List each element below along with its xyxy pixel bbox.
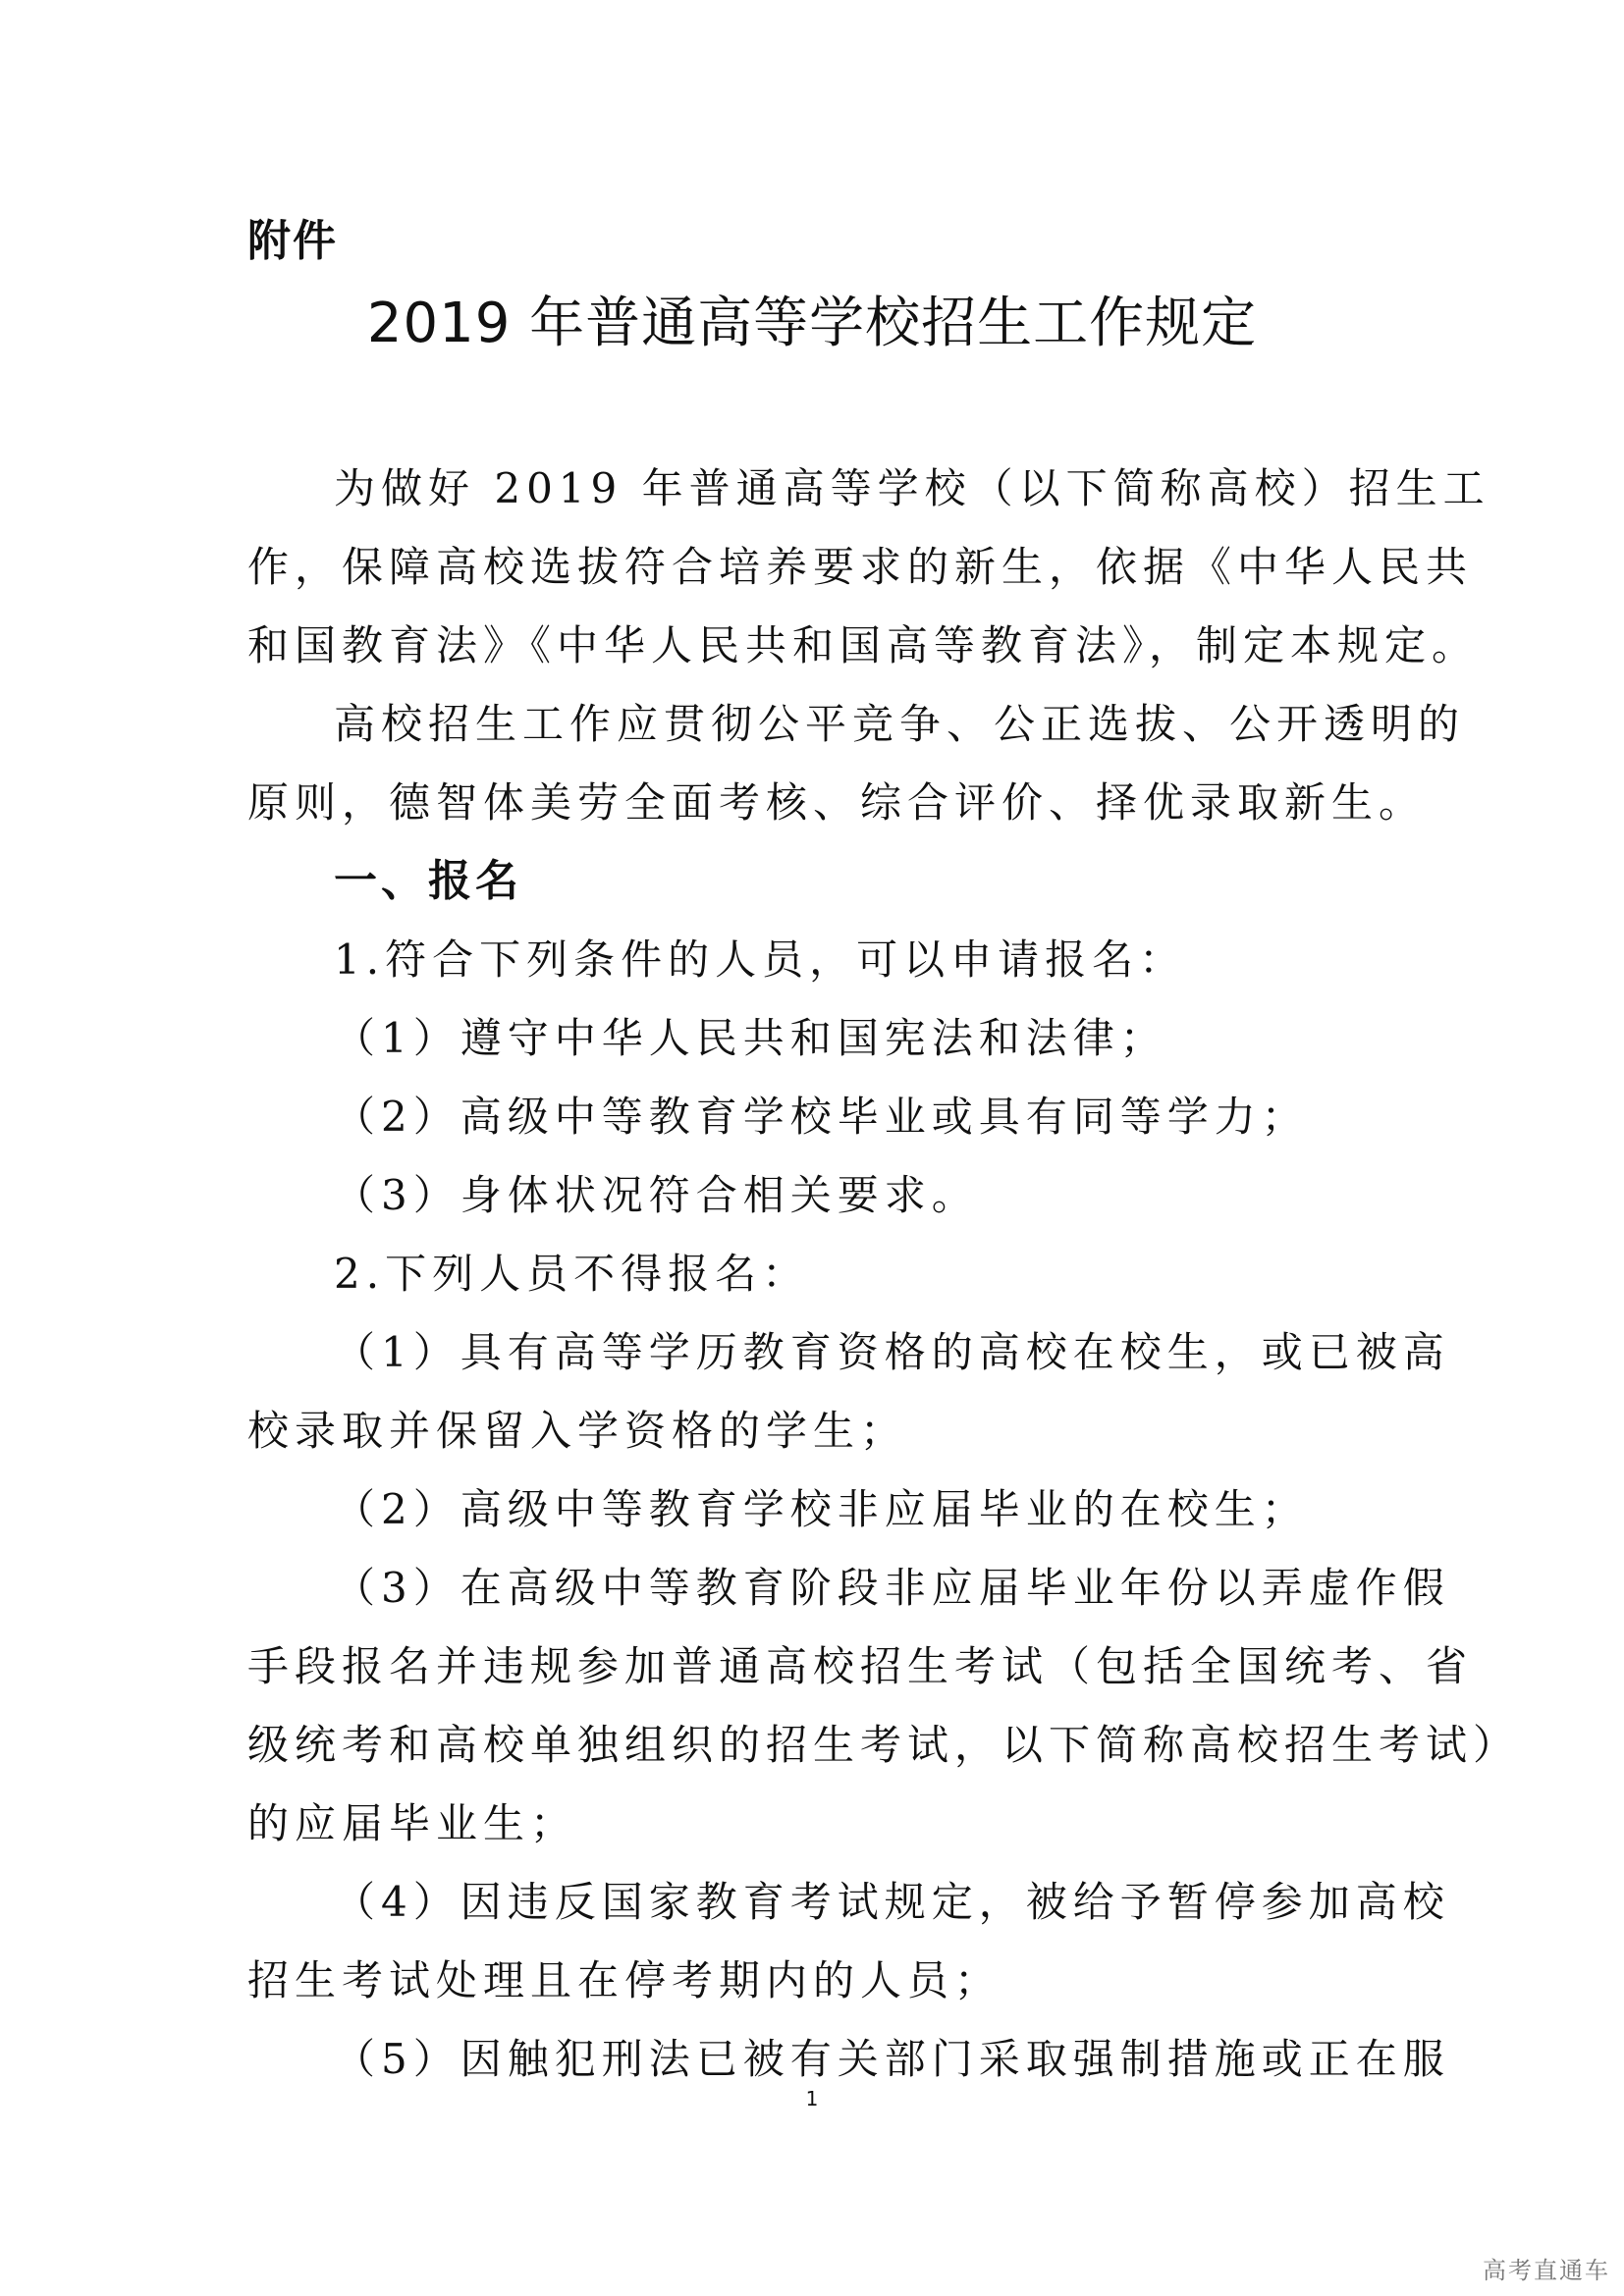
paragraph-line: （4）因违反国家教育考试规定，被给予暂停参加高校 [334, 1878, 1450, 1926]
paragraph-line: 1.符合下列条件的人员，可以申请报名： [334, 935, 1187, 984]
paragraph-line: （3）在高级中等教育阶段非应届毕业年份以弄虚作假 [334, 1564, 1450, 1612]
paragraph-line: 的应届毕业生； [247, 1799, 578, 1847]
page-number: 1 [805, 2087, 819, 2110]
paragraph-line: 校录取并保留入学资格的学生； [247, 1407, 908, 1455]
paragraph-line: 2.下列人员不得报名： [334, 1250, 810, 1298]
section-heading: 一、报名 [334, 856, 522, 906]
paragraph-line: （2）高级中等教育学校毕业或具有同等学力； [334, 1093, 1309, 1141]
watermark: 高考直通车 [1483, 2257, 1610, 2284]
document-title: 2019 年普通高等学校招生工作规定 [366, 292, 1258, 355]
paragraph-line: 高校招生工作应贯彻公平竞争、公正选拔、公开透明的 [334, 700, 1466, 748]
paragraph-line: 招生考试处理且在停考期内的人员； [247, 1956, 1002, 2004]
paragraph-line: 原则，德智体美劳全面考核、综合评价、择优录取新生。 [247, 778, 1427, 827]
paragraph-line: 级统考和高校单独组织的招生考试，以下简称高校招生考试） [247, 1721, 1521, 1769]
paragraph-line: 和国教育法》《中华人民共和国高等教育法》，制定本规定。 [247, 621, 1480, 669]
paragraph-line: （3）身体状况符合相关要求。 [334, 1171, 979, 1219]
attachment-label: 附件 [247, 216, 338, 266]
paragraph-line: （1）遵守中华人民共和国宪法和法律； [334, 1014, 1167, 1062]
paragraph-line: （2）高级中等教育学校非应届毕业的在校生； [334, 1485, 1309, 1533]
paragraph-line: （5）因触犯刑法已被有关部门采取强制措施或正在服 [334, 2035, 1450, 2083]
paragraph-line: 为做好 2019 年普通高等学校（以下简称高校）招生工 [334, 464, 1490, 512]
paragraph-line: 作，保障高校选拔符合培养要求的新生，依据《中华人民共 [247, 543, 1474, 591]
paragraph-line: 手段报名并违规参加普通高校招生考试（包括全国统考、省 [247, 1642, 1474, 1690]
paragraph-line: （1）具有高等学历教育资格的高校在校生，或已被高 [334, 1328, 1450, 1376]
